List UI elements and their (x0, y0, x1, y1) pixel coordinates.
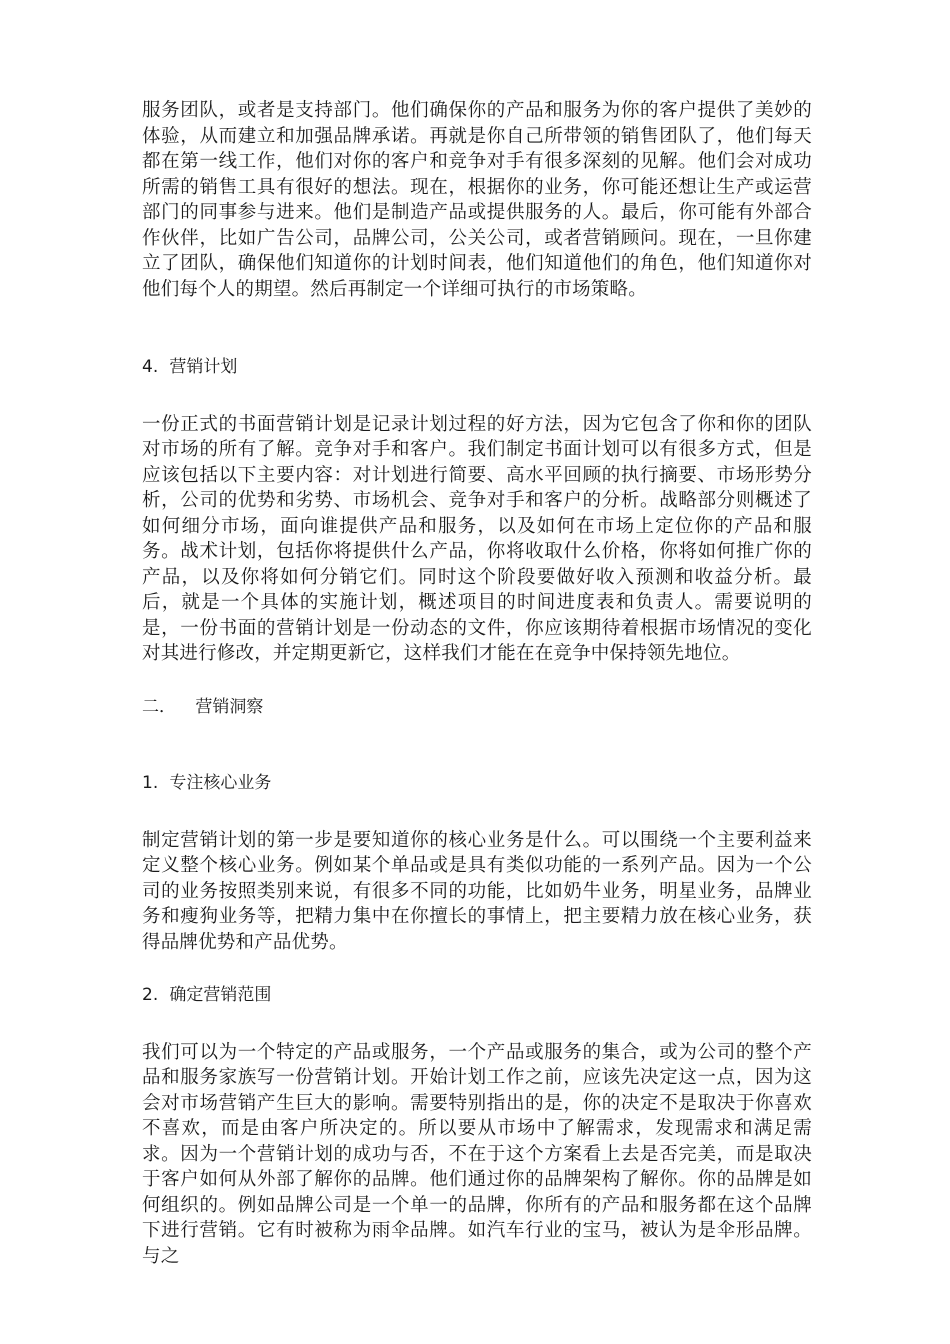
paragraph-written-plan: 一份正式的书面营销计划是记录计划过程的好方法，因为它包含了你和你的团队对市场的所有了解。竞争对手和客户。我们制定书面计划可以有很多方式，但是应该包括以下主要内容：对计划进行简要、高水平回顾的执行摘要、市场形势分析，公司的优势和劣势、市场机会、竞争对手和客户的分析。战略部分则概述了如何细分市场，面向谁提供产品和服务，以及如何在市场上定位你的产品和服务。战术计划，包括你将提供什么产品，你将收取什么价格，你将如何推广你的产品，以及你将如何分销它们。同时这个阶段要做好收入预测和收益分析。最后，就是一个具体的实施计划，概述项目的时间进度表和负责人。需要说明的是，一份书面的营销计划是一份动态的文件，你应该期待着根据市场情况的变化对其进行修改，并定期更新它，这样我们才能在在竞争中保持领先地位。 (142, 413, 812, 664)
spacer (142, 1009, 812, 1040)
spacer (142, 720, 812, 771)
spacer (142, 381, 812, 412)
heading-number: 2. (142, 985, 159, 1005)
spacer (142, 302, 812, 355)
spacer (142, 797, 812, 828)
heading-text: 专注核心业务 (169, 773, 272, 793)
section-heading-marketing-insight (142, 695, 812, 721)
heading-number: 4. (142, 357, 159, 377)
paragraph-team: 服务团队，或者是支持部门。他们确保你的产品和服务为你的客户提供了美妙的体验，从而建立和加强品牌承诺。再就是你自己所带领的销售团队了，他们每天都在第一线工作，他们对你的客户和竞争对手有很多深刻的见解。他们会对成功所需的销售工具有很好的想法。现在，根据你的业务，你可能还想让生产或运营部门的同事参与进来。他们是制造产品或提供服务的人。最后，你可能有外部合作伙伴，比如广告公司，品牌公司，公关公司，或者营销顾问。现在，一旦你建立了团队，确保他们知道你的计划时间表，他们知道他们的角色，他们知道你对他们每个人的期望。然后再制定一个详细可执行的市场策略。 (142, 100, 812, 300)
heading-text: 营销计划 (169, 357, 238, 377)
heading-marketing-plan (142, 355, 812, 381)
spacer (142, 955, 812, 983)
heading-marketing-scope (142, 983, 812, 1009)
spacer (142, 667, 812, 695)
paragraph-core-business: 制定营销计划的第一步是要知道你的核心业务是什么。可以围绕一个主要利益来定义整个核心业务。例如某个单品或是具有类似功能的一系列产品。因为一个公司的业务按照类别来说，有很多不同的功能，比如奶牛业务，明星业务，品牌业务和瘦狗业务等，把精力集中在你擅长的事情上，把主要精力放在核心业务，获得品牌优势和产品优势。 (142, 829, 812, 953)
section-text: 营销洞察 (195, 696, 264, 717)
document-page (142, 98, 812, 1269)
heading-number: 1. (142, 773, 159, 793)
paragraph-marketing-scope: 我们可以为一个特定的产品或服务，一个产品或服务的集合，或为公司的整个产品和服务家族写一份营销计划。开始计划工作之前，应该先决定这一点，因为这会对市场营销产生巨大的影响。需要特别指出的是，你的决定不是取决于你喜欢不喜欢，而是由客户所决定的。所以要从市场中了解需求，发现需求和满足需求。因为一个营销计划的成功与否，不在于这个方案看上去是否完美，而是取决于客户如何从外部了解你的品牌。他们通过你的品牌架构了解你。你的品牌是如何组织的。例如品牌公司是一个单一的品牌，你所有的产品和服务都在这个品牌下进行营销。它有时被称为雨伞品牌。如汽车行业的宝马，被认为是伞形品牌。与之 (142, 1041, 812, 1267)
heading-core-business (142, 771, 812, 797)
section-number: 二． (142, 696, 176, 717)
heading-text: 确定营销范围 (169, 985, 272, 1005)
